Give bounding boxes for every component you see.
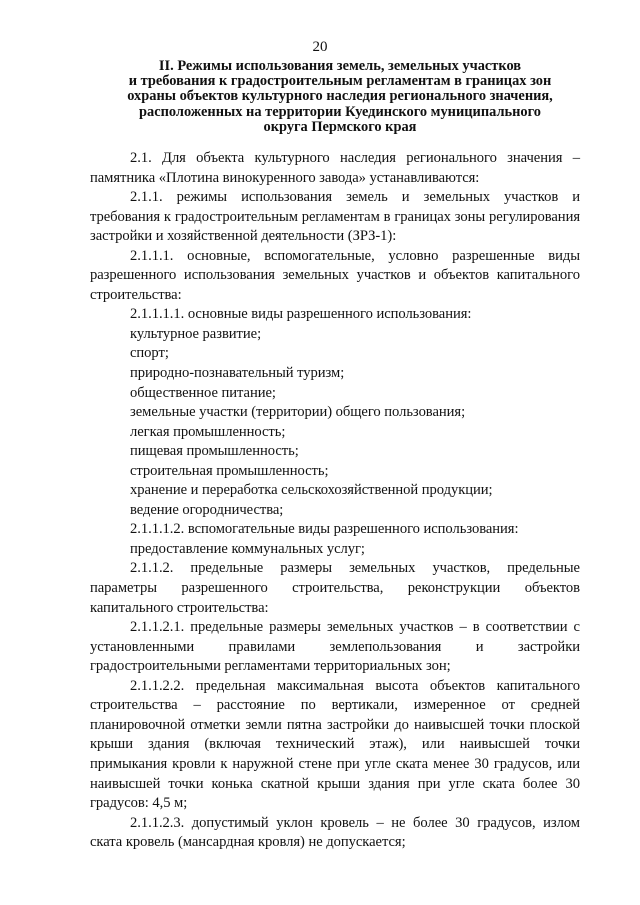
paragraph-2-1: 2.1. Для объекта культурного наследия регионального значения – памятника «Плотина винокуренного завода» устанавливаются: <box>90 150 580 186</box>
section-title-line: охраны объектов культурного наследия регионального значения, <box>127 88 553 105</box>
list-item: хранение и переработка сельскохозяйственной продукции; <box>130 482 493 499</box>
list-item: природно-познавательный туризм; <box>130 365 345 382</box>
list-item: пищевая промышленность; <box>130 443 299 460</box>
list-item: легкая промышленность; <box>130 423 286 440</box>
section-title-line: и требования к градостроительным регламентам в границах зон <box>128 73 552 90</box>
paragraph-2-1-1-2-1: 2.1.1.2.1. предельные размеры земельных участков – в соответствии с установленными правилами землепользования и застройки градостроительными регламентами территориальных зон; <box>90 619 580 675</box>
section-title-line: II. Режимы использования земель, земельных участков <box>158 58 522 74</box>
paragraph-2-1-1: 2.1.1. режимы использования земель и земельных участков и требования к градостроительным регламентам в границах зоны регулирования застройки и хозяйственной деятельности (ЗРЗ-1): <box>90 189 580 245</box>
section-title <box>90 59 590 135</box>
paragraph-2-1-1-1: 2.1.1.1. основные, вспомогательные, условно разрешенные виды разрешенного использования земельных участков и объектов капитального строительства: <box>90 247 580 303</box>
section-title-line: расположенных на территории Куединского муниципального <box>139 103 541 120</box>
document-body <box>90 149 580 853</box>
paragraph-2-1-1-1-1: 2.1.1.1.1. основные виды разрешенного использования: <box>130 306 472 323</box>
list-item: культурное развитие; <box>130 325 262 342</box>
page-number: 20 <box>312 39 328 55</box>
paragraph-2-1-1-2-3: 2.1.1.2.3. допустимый уклон кровель – не более 30 градусов, излом ската кровель (мансардная кровля) не допускается; <box>90 814 580 851</box>
list-item: общественное питание; <box>130 384 276 401</box>
list-item: ведение огородничества; <box>130 501 284 518</box>
paragraph-2-1-1-2: 2.1.1.2. предельные размеры земельных участков, предельные параметры разрешенного строительства, реконструкции объектов капитального строительства: <box>90 560 580 616</box>
list-item: строительная промышленность; <box>130 462 329 479</box>
list-item: спорт; <box>130 345 169 362</box>
paragraph-2-1-1-1-2: 2.1.1.1.2. вспомогательные виды разрешенного использования: <box>130 521 519 538</box>
list-item: предоставление коммунальных услуг; <box>130 540 365 557</box>
section-title-line: округа Пермского края <box>263 118 417 135</box>
paragraph-2-1-1-2-2: 2.1.1.2.2. предельная максимальная высота объектов капитального строительства – расстояние по вертикали, измеренное от средней планировочной отметки земли пятна застройки до наивысшей точки плоской крыши здания (включая технический этаж), или наивысшей точки примыкания кровли к наружной стене при угле ската менее 30 градусов, или наивысшей точки конька скатной крыши здания при угле ската более 30 градусов: 4,5 м; <box>90 677 580 812</box>
list-item: земельные участки (территории) общего пользования; <box>130 404 466 421</box>
